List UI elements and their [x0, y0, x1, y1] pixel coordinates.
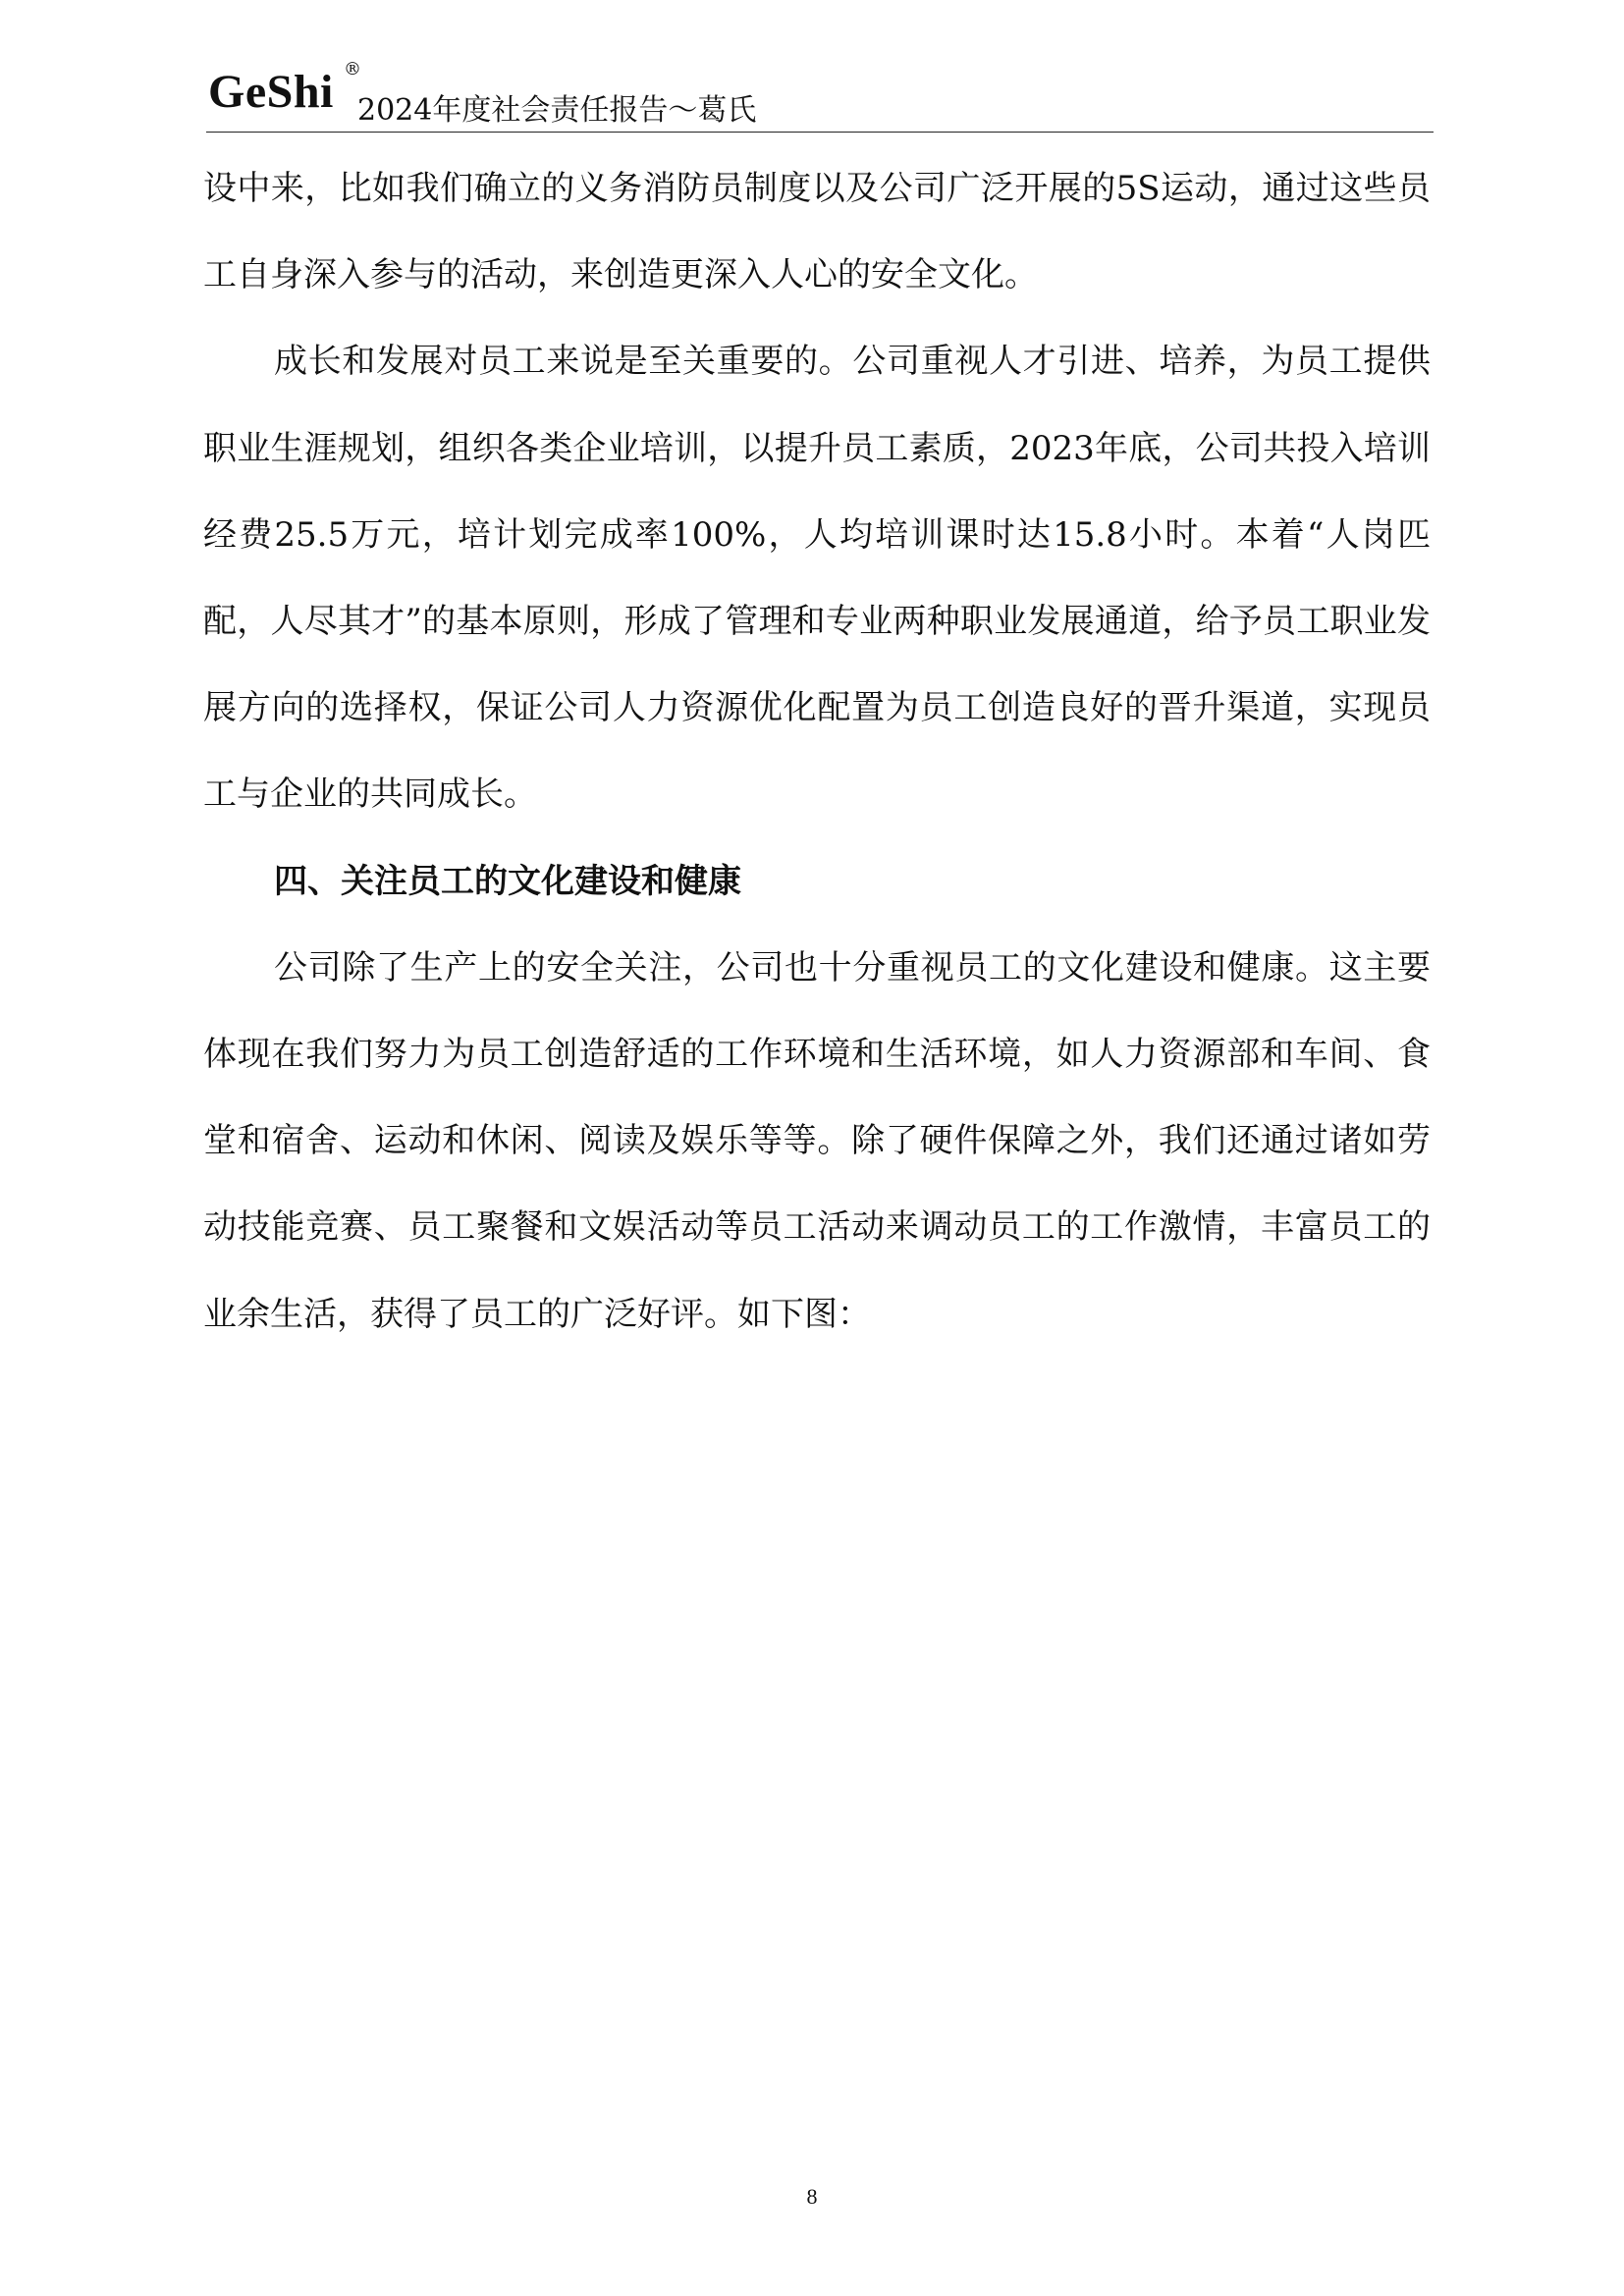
page-header	[206, 61, 1434, 133]
page-number: 8	[806, 2184, 818, 2209]
registered-mark: ®	[344, 59, 361, 80]
paragraph-culture-health: 公司除了生产上的安全关注，公司也十分重视员工的文化建设和健康。这主要体现在我们努力为员工创造舒适的工作环境和生活环境，如人力资源部和车间、食堂和宿舍、运动和休闲、阅读及娱乐等等。除了硬件保障之外，我们还通过诸如劳动技能竞赛、员工聚餐和文娱活动等员工活动来调动员工的工作激情，丰富员工的业余生活，获得了员工的广泛好评。如下图：	[203, 947, 1431, 1334]
section-heading: 四、关注员工的文化建设和健康	[274, 861, 741, 901]
header-title: 2024年度社会责任报告～葛氏	[357, 93, 757, 128]
paragraph-continuation: 设中来，比如我们确立的义务消防员制度以及公司广泛开展的5S运动，通过这些员工自身深入参与的活动，来创造更深入人心的安全文化。	[203, 169, 1431, 295]
paragraph-growth-development: 成长和发展对员工来说是至关重要的。公司重视人才引进、培养，为员工提供职业生涯规划，组织各类企业培训，以提升员工素质，2023年底，公司共投入培训经费25.5万元，培计划完成率100%，人均培训课时达15.8小时。本着“人岗匹配，人尽其才”的基本原则，形成了管理和专业两种职业发展通道，给予员工职业发展方向的选择权，保证公司人力资源优化配置为员工创造良好的晋升渠道，实现员工与企业的共同成长。	[203, 342, 1431, 815]
company-logo: GeShi	[208, 66, 334, 118]
document-body	[203, 145, 1431, 1358]
